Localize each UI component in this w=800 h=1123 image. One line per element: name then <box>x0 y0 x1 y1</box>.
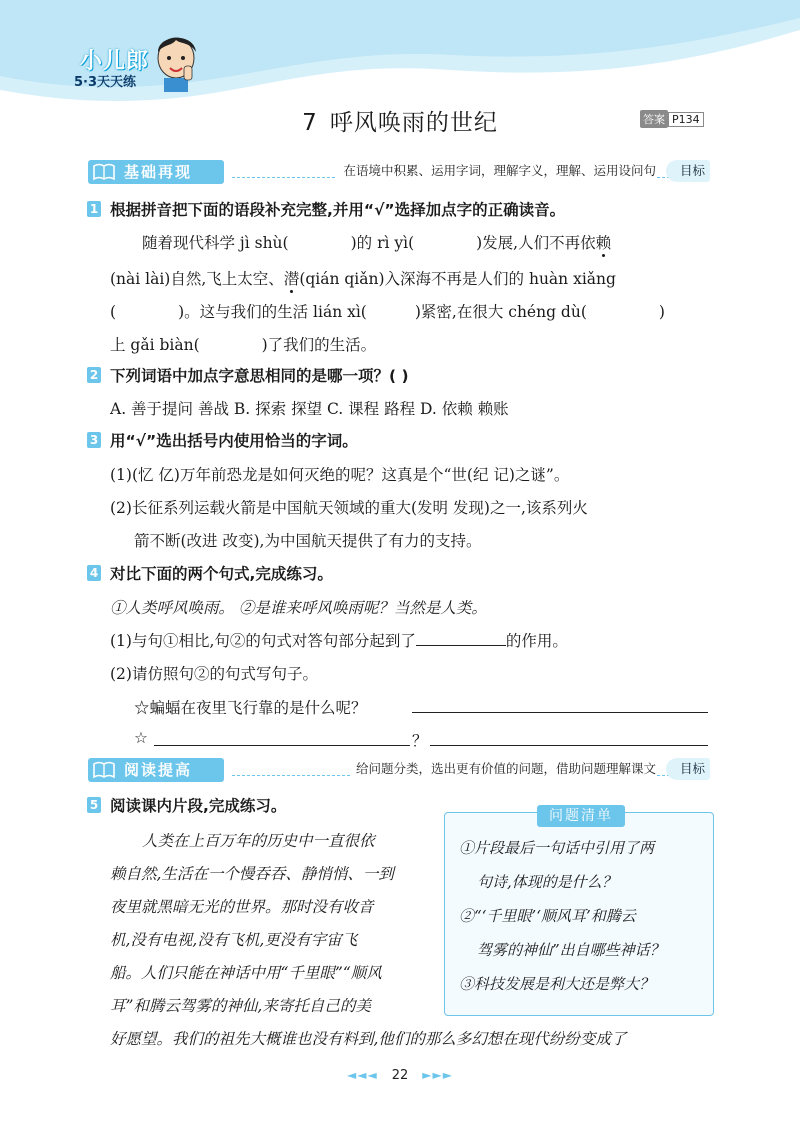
q3-sentence1: (1)(忆 亿)万年前恐龙是如何灭绝的呢？这真是个“世(纪 记)之谜”。 <box>110 466 570 484</box>
answer-blank[interactable] <box>430 745 708 746</box>
lesson-number: 7 <box>302 110 318 136</box>
passage-line: 赖自然,生活在一个慢吞吞、静悄悄、一到 <box>110 865 394 883</box>
passage-line: 好愿望。我们的祖先大概谁也没有料到,他们的那么多幻想在现代纷纷变成了 <box>110 1030 627 1048</box>
q2-number: 2 <box>87 367 101 383</box>
section-basic <box>88 160 710 186</box>
brand-name: 小儿郎 <box>80 49 150 74</box>
section-label: 阅读提高 <box>124 761 193 779</box>
q3-sentence2a: (2)长征系列运载火箭是中国航天领域的重大(发明 发现)之一,该系列火 <box>110 499 588 517</box>
q4-examples: ①人类呼风唤雨。 ②是谁来呼风唤雨呢？当然是人类。 <box>110 599 487 617</box>
passage-line: 船。人们只能在神话中用“千里眼”“顺风 <box>110 964 382 982</box>
section-reading <box>88 758 710 784</box>
book-icon <box>93 163 115 181</box>
q4-sub1: (1)与句①相比,句②的句式对答句部分起到了 的作用。 <box>110 632 568 650</box>
question-item: ③科技发展是利大还是弊大？ <box>459 975 655 993</box>
q5-prompt: 阅读课内片段,完成练习。 <box>110 797 287 815</box>
section-desc: 给问题分类，选出更有价值的问题，借助问题理解课文 <box>350 759 656 777</box>
passage-line: 人类在上百万年的历史中一直很依 <box>142 832 375 850</box>
answer-blank[interactable] <box>416 631 506 646</box>
next-arrows-icon: ►►► <box>422 1068 453 1082</box>
q4-sub2: (2)请仿照句②的句式写句子。 <box>110 665 318 683</box>
mascot-boy-icon <box>150 28 202 92</box>
section-goal: 目标 <box>666 160 710 182</box>
section-tag <box>88 160 224 184</box>
q4-star2-mark: ☆ <box>134 729 148 747</box>
q4-star2-qmark: ？ <box>412 732 428 750</box>
dotted-char: 潜 <box>283 270 300 288</box>
section-goal: 目标 <box>666 758 710 780</box>
q3-number: 3 <box>87 432 101 448</box>
question-item: ②“‘千里眼’‘顺风耳’和腾云 <box>459 907 636 925</box>
section-tag <box>88 758 224 782</box>
book-icon <box>93 761 115 779</box>
passage-line: 机,没有电视,没有飞机,更没有宇宙飞 <box>110 931 358 949</box>
q3-prompt: 用“√”选出括号内使用恰当的字词。 <box>110 432 358 450</box>
answer-page: P134 <box>668 112 704 127</box>
q3-sentence2b: 箭不断(改进 改变),为中国航天提供了有力的支持。 <box>134 532 482 550</box>
brand-series: 5·3天天练 <box>74 75 137 90</box>
answer-blank[interactable] <box>412 712 708 713</box>
q1-line4: 上 gǎi biàn( )了我们的生活。 <box>110 336 377 354</box>
q4-prompt: 对比下面的两个句式,完成练习。 <box>110 565 333 583</box>
question-list-title: 问题清单 <box>537 805 625 827</box>
q4-star1: ☆蝙蝠在夜里飞行靠的是什么呢？ <box>134 699 367 717</box>
q2-options: A. 善于提问 善战 B. 探索 探望 C. 课程 路程 D. 依赖 赖账 <box>110 400 509 418</box>
q1-line1: 随着现代科学 jì shù( )的 rì yì( )发展,人们不再依赖 <box>142 234 612 252</box>
dotted-char: 赖 <box>595 234 612 252</box>
q5-number: 5 <box>87 797 101 813</box>
passage-line: 夜里就黑暗无光的世界。那时没有收音 <box>110 898 374 916</box>
lesson-title: 呼风唤雨的世纪 <box>329 110 498 136</box>
q2-prompt: 下列词语中加点字意思相同的是哪一项？( ) <box>110 367 409 385</box>
section-label: 基础再现 <box>124 163 193 181</box>
q1-line3: ( )。这与我们的生活 lián xì( )紧密,在很大 chéng dù( ) <box>110 303 665 321</box>
answer-ref <box>640 110 704 128</box>
q4-number: 4 <box>87 565 101 581</box>
question-list-box <box>444 808 714 1016</box>
section-desc: 在语境中积累、运用字词，理解字义，理解、运用设问句 <box>337 161 656 179</box>
question-item: ①片段最后一句话中引用了两 <box>459 839 655 857</box>
q1-number: 1 <box>87 201 101 217</box>
prev-arrows-icon: ◄◄◄ <box>347 1068 378 1082</box>
passage-line: 耳”和腾云驾雾的神仙,来寄托自己的美 <box>110 997 371 1015</box>
question-item: 驾雾的神仙”出自哪些神话？ <box>477 941 665 959</box>
page-number: 22 <box>391 1068 409 1083</box>
answer-label: 答案 <box>640 110 668 128</box>
q1-line2: (nài lài)自然,飞上太空、潜(qián qiǎn)入深海不再是人们的 huàn xiǎng <box>110 270 616 288</box>
page-footer <box>0 1068 800 1083</box>
q1-prompt: 根据拼音把下面的语段补充完整,并用“√”选择加点字的正确读音。 <box>110 201 566 219</box>
question-item: 句诗,体现的是什么？ <box>477 873 617 891</box>
answer-blank[interactable] <box>154 745 410 746</box>
